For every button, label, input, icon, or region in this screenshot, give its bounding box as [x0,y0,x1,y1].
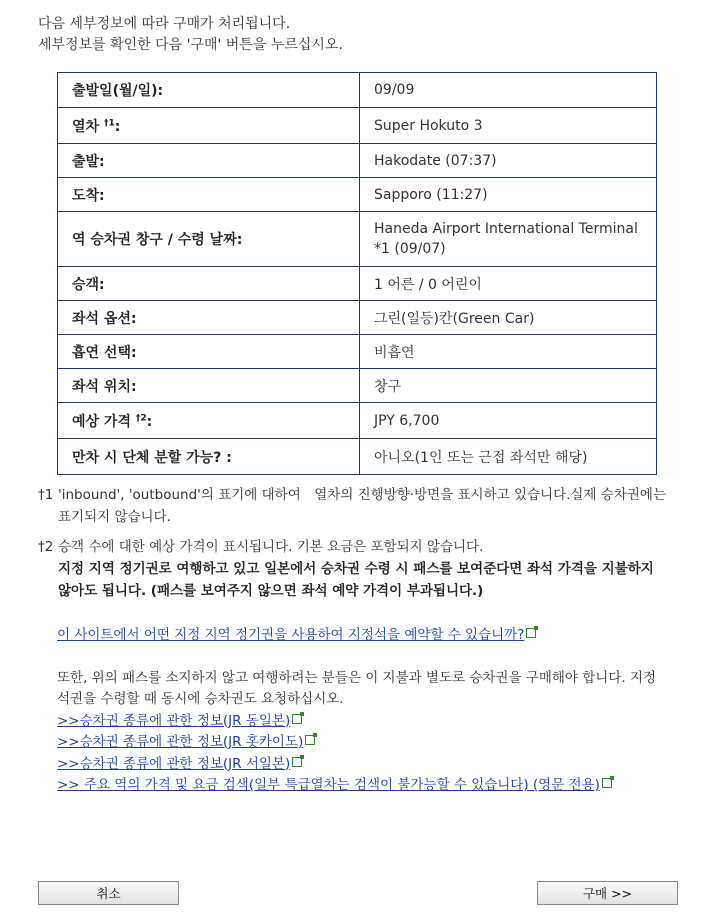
table-row [58,73,657,108]
detail-value: Hakodate (07:37) [360,144,657,178]
table-row [58,439,657,475]
footnote-mark: †1 [103,117,115,128]
jr-west-ticket-info-link[interactable]: >>승차권 종류에 관한 정보(JR 서일본) [57,755,291,772]
detail-value: JPY 6,700 [360,403,657,439]
detail-value: 1 어른 / 0 어린이 [360,267,657,301]
pass-reservation-link[interactable]: 이 사이트에서 어떤 지정 지역 정기권을 사용하여 지정석을 예약할 수 있습니까? [57,627,525,643]
jr-east-ticket-info-link[interactable]: >>승차권 종류에 관한 정보(JR 동일본) [57,712,291,729]
table-row [58,178,657,212]
table-row [58,108,657,144]
footnote-text: 'inbound', 'outbound'의 표기에 대하여 열차의 진행방향·방면을 표시하고 있습니다.실제 승차권에는 표기되지 않습니다. [58,487,667,525]
detail-label: 출발: [58,144,360,178]
detail-value: 창구 [360,369,657,403]
detail-value: 비흡연 [360,335,657,369]
detail-label: 역 승차권 창구 / 수령 날짜: [58,212,360,267]
detail-label: 좌석 위치: [58,369,360,403]
detail-label: 흡연 선택: [58,335,360,369]
detail-value: Super Hokuto 3 [360,108,657,144]
detail-label: 도착: [58,178,360,212]
footnote-2 [38,536,666,602]
footnotes [38,484,666,602]
purchase-button[interactable]: 구매 >> [537,881,678,905]
intro-line-2: 세부정보를 확인한 다음 '구매' 버튼을 누르십시오. [38,37,343,53]
cancel-button[interactable]: 취소 [38,881,179,905]
table-row [58,301,657,335]
external-link-icon [305,735,315,745]
detail-label: 예상 가격 $^{\dagger 2}$: [58,403,360,439]
detail-label: 출발일(월/일): [58,73,360,108]
footnote-mark: †2 [135,412,147,423]
jr-hokkaido-ticket-info-link[interactable]: >>승차권 종류에 관한 정보(JR 홋카이도) [57,734,304,750]
table-row [58,212,657,267]
footnote-mark: †1 [38,487,54,503]
intro-text [38,14,343,56]
table-row [58,267,657,301]
footnote-1 [38,484,666,528]
table-row [58,403,657,439]
table-row [58,369,657,403]
info-links [57,625,662,797]
booking-details-table [57,72,657,475]
external-link-icon [526,628,536,638]
detail-value: Haneda Airport International Terminal *1 (09/07) [360,212,657,267]
fare-search-link[interactable]: >> 주요 역의 가격 및 요금 검색(일부 특급열차는 검색이 불가능할 수 있습니다) (영문 전용) [57,777,600,793]
info-text: 또한, 위의 패스를 소지하지 않고 여행하려는 분들은 이 지불과 별도로 승차권을 구매해야 합니다. 지정석권을 수령할 때 동시에 승차권도 요청하십시오. [57,669,657,707]
footnote-bold-text: 지정 지역 정기권로 여행하고 있고 일본에서 승차권 수령 시 패스를 보여준다면 좌석 가격을 지불하지 않아도 됩니다. (패스를 보여주지 않으면 좌석 예약 가격이 부과됩니다.) [58,561,654,599]
intro-line-1: 다음 세부정보에 따라 구매가 처리됩니다. [38,16,291,32]
external-link-icon [602,778,612,788]
detail-value: 아니오(1인 또는 근접 좌석만 해당) [360,439,657,475]
detail-value: Sapporo (11:27) [360,178,657,212]
table-row [58,144,657,178]
detail-label: 만차 시 단체 분할 가능? : [58,439,360,475]
detail-label: 승객: [58,267,360,301]
detail-value: 09/09 [360,73,657,108]
external-link-icon [292,714,302,724]
external-link-icon [292,757,302,767]
detail-label: 좌석 옵션: [58,301,360,335]
footnote-text: 승객 수에 대한 예상 가격이 표시됩니다. 기본 요금은 포함되지 않습니다. [58,539,484,555]
table-row [58,335,657,369]
detail-value: 그린(일등)칸(Green Car) [360,301,657,335]
footnote-mark: †2 [38,539,54,555]
detail-label: 열차 $^{\dagger 1}$: [58,108,360,144]
